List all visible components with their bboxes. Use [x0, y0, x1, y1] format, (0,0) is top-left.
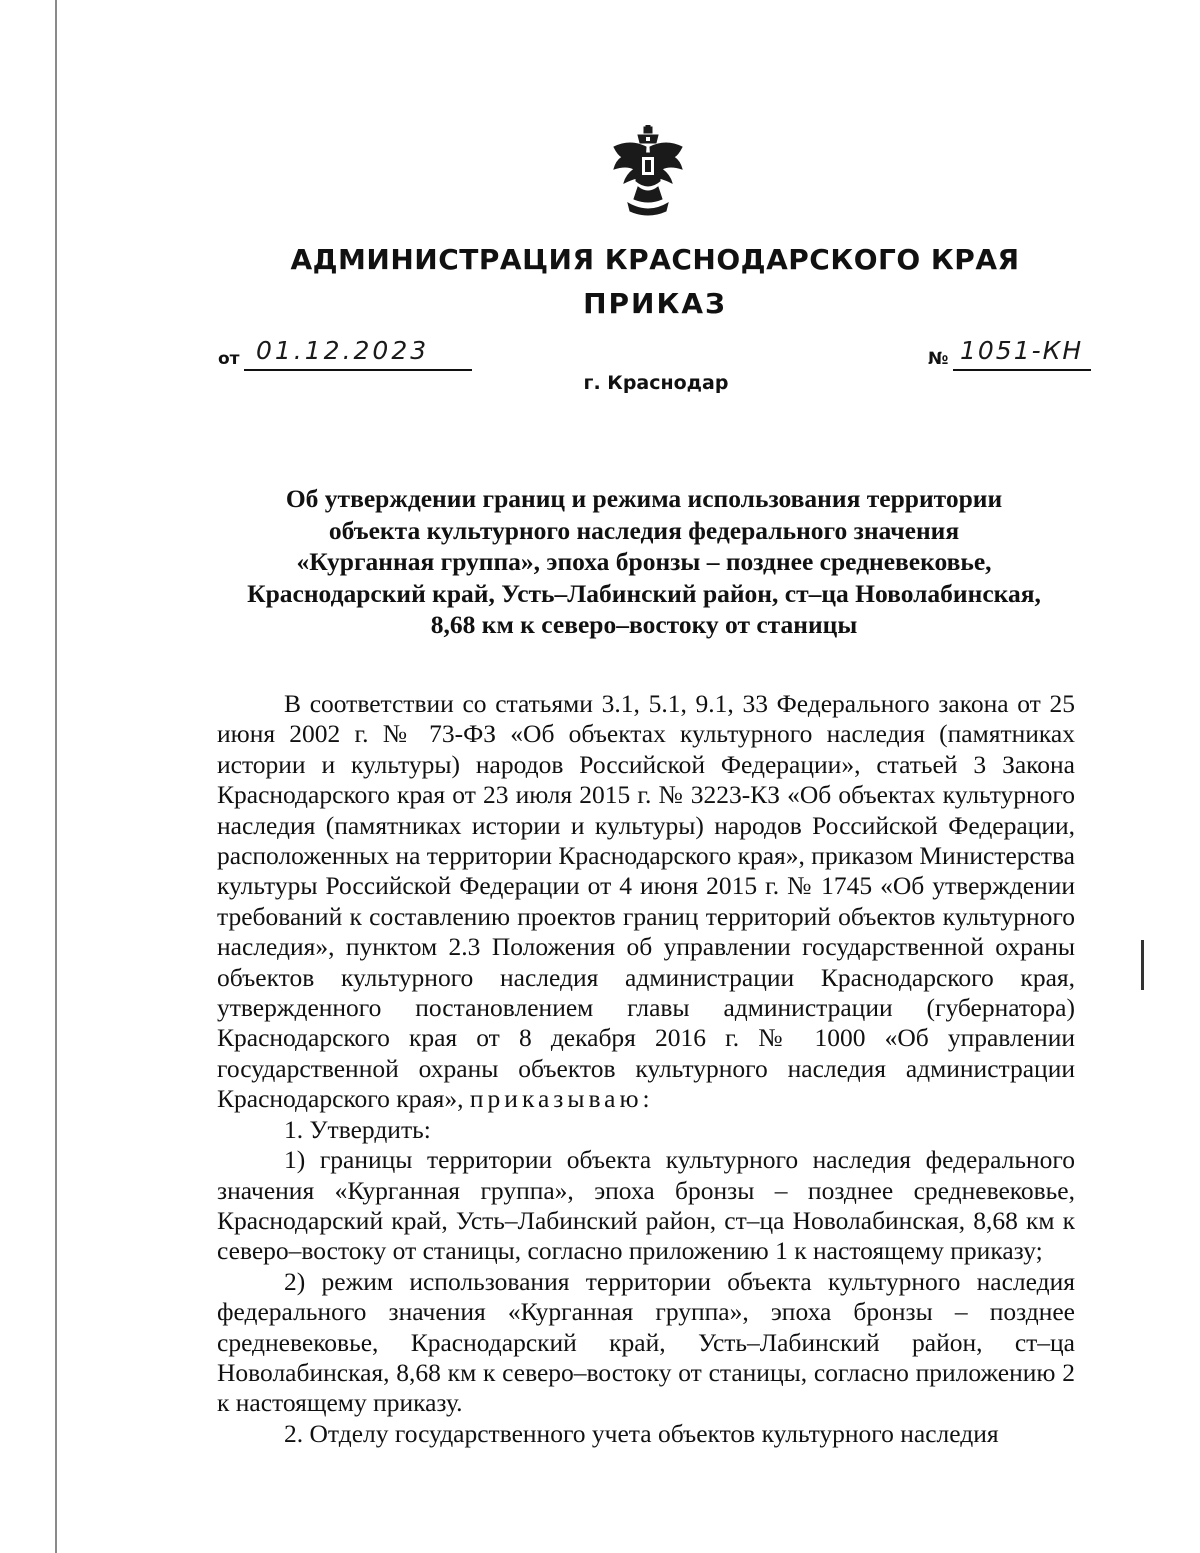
item-1-paragraph: 1. Утвердить: [284, 1114, 431, 1144]
preamble-paragraph [217, 689, 1075, 1115]
date-prefix-label: от [218, 349, 240, 369]
scan-edge-line [55, 0, 57, 1553]
date-underline [244, 369, 472, 371]
title-line: Об утверждении границ и режима использования территории [285, 484, 1003, 513]
document-title [200, 483, 1088, 641]
title-line: 8,68 км к северо–востоку от станицы [430, 610, 858, 639]
item-2-paragraph: 2. Отделу государственного учета объектов культурного наследия [284, 1418, 999, 1448]
preamble-text: В соответствии со статьями 3.1, 5.1, 9.1, 33 Федерального закона от 25 июня 2002 г. № 73-ФЗ «Об объектах культурного наследия (памятниках истории и культуры) народов Российской Федерации», статьей 3 Закона Краснодарского края от 23 июля 2015 г. № 3223-КЗ «Об объектах культурного наследия (памятниках истории и культуры) народов Российской Федерации, расположенных на территории Краснодарского края», приказом Министерства культуры Российской Федерации от 4 июня 2015 г. № 1745 «Об утверждении требований к составлению проектов границ территорий объектов культурного наследия», пунктом 2.3 Положения об управлении государственной охраны объектов культурного наследия администрации Краснодарского края, утвержденного постановлением главы администрации (губернатора) Краснодарского края от 8 декабря 2016 г. № 1000 «Об управлении государственной охраны объектов культурного наследия администрации Краснодарского края», [217, 689, 1075, 1114]
item-1-2-paragraph: 2) режим использования территории объекта культурного наследия федерального значения «Курганная группа», эпоха бронзы – позднее средневековье, Краснодарский край, Усть–Лабинский район, ст–ца Новолабинская, 8,68 км к северо–востоку от станицы, согласно приложению 2 к настоящему приказу. [217, 1266, 1075, 1418]
title-line: объекта культурного наследия федерального значения [328, 515, 960, 545]
handwritten-order-number: 1051-КН [960, 336, 1084, 365]
coat-of-arms-emblem [608, 125, 688, 220]
title-line: «Курганная группа», эпоха бронзы – позднее средневековье, [296, 547, 992, 576]
organization-heading: АДМИНИСТРАЦИЯ КРАСНОДАРСКОГО КРАЯ [290, 243, 1020, 276]
document-body [217, 689, 1075, 1449]
title-line: Краснодарский край, Усть–Лабинский район, ст–ца Новолабинская, [247, 578, 1041, 608]
scan-margin-mark [1141, 940, 1144, 990]
order-word: приказываю: [469, 1084, 654, 1114]
item-1-1-paragraph: 1) границы территории объекта культурного наследия федерального значения «Курганная группа», эпоха бронзы – позднее средневековье, Краснодарский край, Усть–Лабинский район, ст–ца Новолабинская, 8,68 км к северо–востоку от станицы, согласно приложению 1 к настоящему приказу; [217, 1145, 1075, 1266]
number-underline [953, 369, 1091, 371]
city-label: г. Краснодар [583, 372, 729, 394]
handwritten-date: 01.12.2023 [256, 336, 430, 365]
document-type-heading: ПРИКАЗ [583, 287, 727, 320]
number-prefix-label: № [928, 349, 949, 369]
